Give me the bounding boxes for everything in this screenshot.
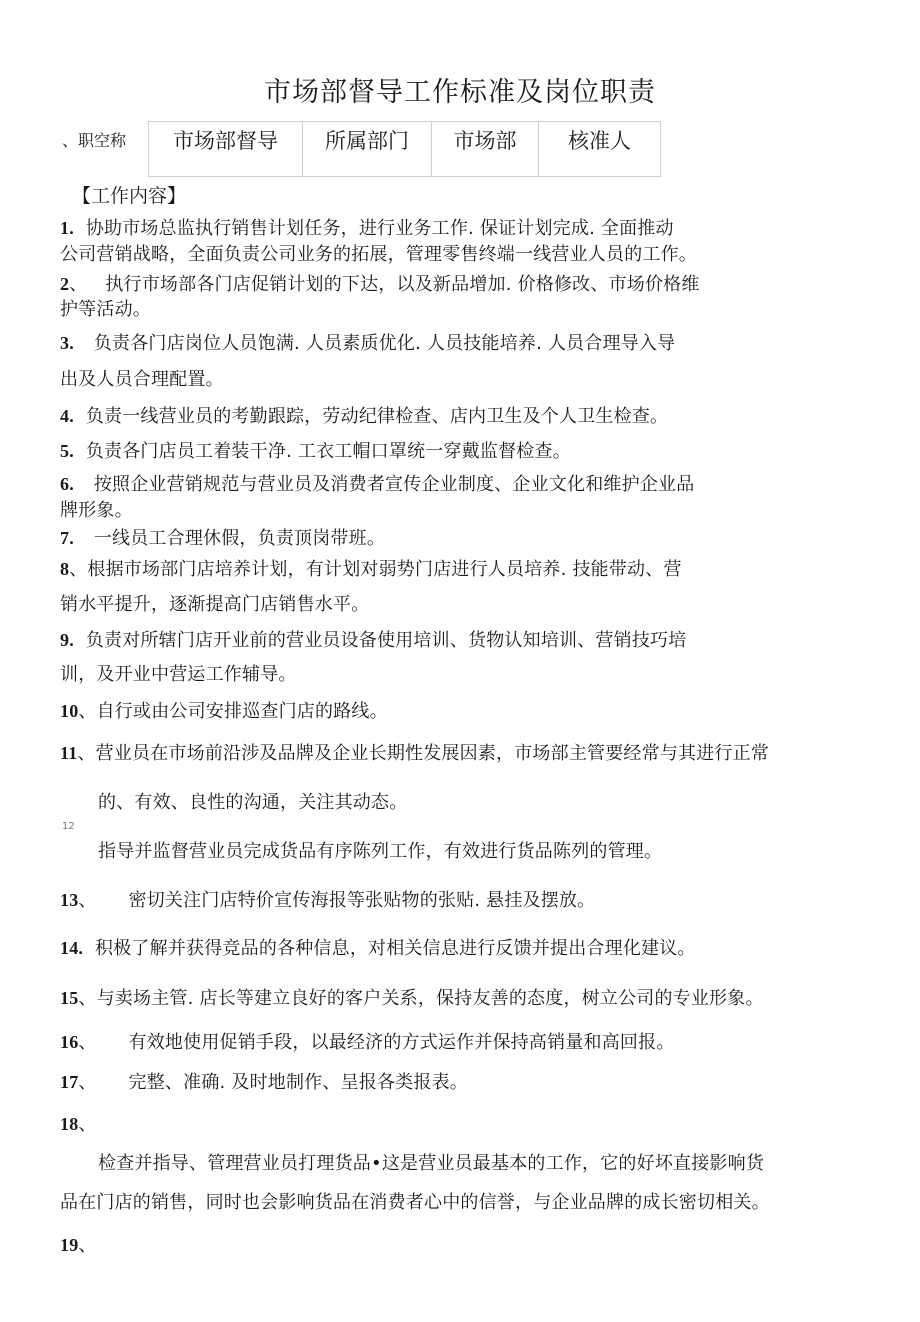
list-item — [60, 437, 571, 463]
header-cell-approver: 核准人 — [568, 129, 631, 153]
item-text: 协助市场总监执行销售计划任务，进行业务工作. 保证计划完成. 全面推动 — [85, 218, 674, 239]
item-text: 检查并指导、管理营业员打理货品•这是营业员最基本的工作，它的好坏直接影响货 — [98, 1153, 765, 1174]
list-item — [60, 329, 675, 355]
item-text: 自行或由公司安排巡查门店的路线。 — [96, 701, 388, 722]
item-text: 护等活动。 — [60, 299, 151, 320]
item-text: 营业员在市场前沿涉及品牌及企业长期性发展因素，市场部主管要经常与其进行正常 — [95, 743, 770, 764]
list-item: 17、 完整、准确. 及时地制作、呈报各类报表。 — [60, 1072, 468, 1093]
item-number: 17 — [60, 1072, 79, 1092]
section-heading: 【工作内容】 — [72, 185, 187, 207]
list-item: 2、 执行市场部各门店促销计划的下达，以及新品增加. 价格修改、市场价格维 — [60, 274, 700, 295]
item-text: 销水平提升，逐渐提高门店销售水平。 — [60, 594, 370, 615]
item-number: 4. — [60, 406, 74, 426]
item-text: 的、有效、良性的沟通，关注其动态。 — [98, 792, 408, 813]
list-item — [60, 524, 385, 550]
item-number: 11 — [60, 743, 78, 763]
item-text: 训，及开业中营运工作辅导。 — [60, 664, 297, 685]
item-text: 负责对所辖门店开业前的营业员设备使用培训、货物认知培训、营销技巧培 — [85, 630, 687, 651]
list-item: 19、 — [60, 1235, 97, 1256]
item-text: 指导并监督营业员完成货品有序陈列工作，有效进行货品陈列的管理。 — [98, 841, 663, 862]
item-text: 根据市场部门店培养计划，有计划对弱势门店进行人员培养. 技能带动、营 — [87, 559, 682, 580]
item-number: 1. — [60, 218, 74, 238]
list-item — [60, 470, 694, 496]
item-number: 7. — [60, 528, 74, 548]
list-item: 18、 — [60, 1114, 97, 1135]
item-text: 一线员工合理休假，负责顶岗带班。 — [93, 528, 386, 549]
list-item: 13、 密切关注门店特价宣传海报等张贴物的张贴. 悬挂及摆放。 — [60, 890, 596, 911]
list-item — [60, 402, 668, 428]
item-number: 13 — [60, 890, 79, 910]
item-text: 负责一线营业员的考勤跟踪，劳动纪律检查、店内卫生及个人卫生检查。 — [85, 406, 669, 427]
item-number: 9. — [60, 630, 74, 650]
list-item: 10、自行或由公司安排巡查门店的路线。 — [60, 701, 388, 722]
job-title-label: 、职空称 — [62, 131, 127, 150]
page-title: 市场部督导工作标准及岗位职责 — [264, 77, 656, 108]
item-text: 完整、准确. 及时地制作、呈报各类报表。 — [128, 1072, 468, 1093]
item-number: 2 — [60, 274, 70, 294]
header-table — [148, 121, 661, 177]
item-text: 按照企业营销规范与营业员及消费者宣传企业制度、企业文化和维护企业品 — [93, 474, 695, 495]
item-text: 负责各门店员工着装干净. 工衣工帽口罩统一穿戴监督检查。 — [85, 441, 571, 462]
list-item — [60, 214, 674, 240]
item-number: 10 — [60, 701, 79, 721]
item-number: 15 — [60, 988, 79, 1008]
item-number: 6. — [60, 474, 74, 494]
item-text: 密切关注门店特价宣传海报等张贴物的张贴. 悬挂及摆放。 — [128, 890, 596, 911]
list-item: 11、营业员在市场前沿涉及品牌及企业长期性发展因素，市场部主管要经常与其进行正常 — [60, 743, 770, 764]
list-item: 8、根据市场部门店培养计划，有计划对弱势门店进行人员培养. 技能带动、营 — [60, 559, 682, 580]
item-number: 3. — [60, 333, 74, 353]
list-item — [60, 626, 686, 652]
header-cell-department: 市场部 — [432, 122, 539, 176]
list-item — [60, 934, 696, 960]
item-number: 19 — [60, 1235, 79, 1255]
item-text: 负责各门店岗位人员饱满. 人员素质优化. 人员技能培养. 人员合理导入导 — [93, 333, 676, 354]
header-cell-position: 市场部督导 — [149, 122, 303, 176]
item-text: 有效地使用促销手段，以最经济的方式运作并保持高销量和高回报。 — [128, 1032, 675, 1053]
item-text: 品在门店的销售，同时也会影响货品在消费者心中的信誉，与企业品牌的成长密切相关。 — [60, 1192, 770, 1213]
item-number: 8 — [60, 559, 70, 579]
item-text: 与卖场主管. 店长等建立良好的客户关系，保持友善的态度，树立公司的专业形象。 — [96, 988, 764, 1009]
header-cell-department-label: 所属部门 — [303, 122, 432, 176]
item-text: 牌形象。 — [60, 500, 133, 521]
item-number: 5. — [60, 441, 74, 461]
item-number: 14. — [60, 938, 84, 958]
list-item: 16、 有效地使用促销手段，以最经济的方式运作并保持高销量和高回报。 — [60, 1032, 675, 1053]
list-item: 15、与卖场主管. 店长等建立良好的客户关系，保持友善的态度，树立公司的专业形象。 — [60, 988, 764, 1009]
item-number: 18 — [60, 1114, 79, 1134]
item-number: 16 — [60, 1032, 79, 1052]
item-text: 积极了解并获得竞品的各种信息，对相关信息进行反馈并提出合理化建议。 — [95, 938, 696, 959]
item-text: 公司营销战略，全面负责公司业务的拓展，管理零售终端一线营业人员的工作。 — [60, 244, 697, 265]
item-number: 12 — [62, 821, 75, 832]
item-text: 执行市场部各门店促销计划的下达，以及新品增加. 价格修改、市场价格维 — [105, 274, 700, 295]
item-text: 出及人员合理配置。 — [60, 369, 224, 390]
